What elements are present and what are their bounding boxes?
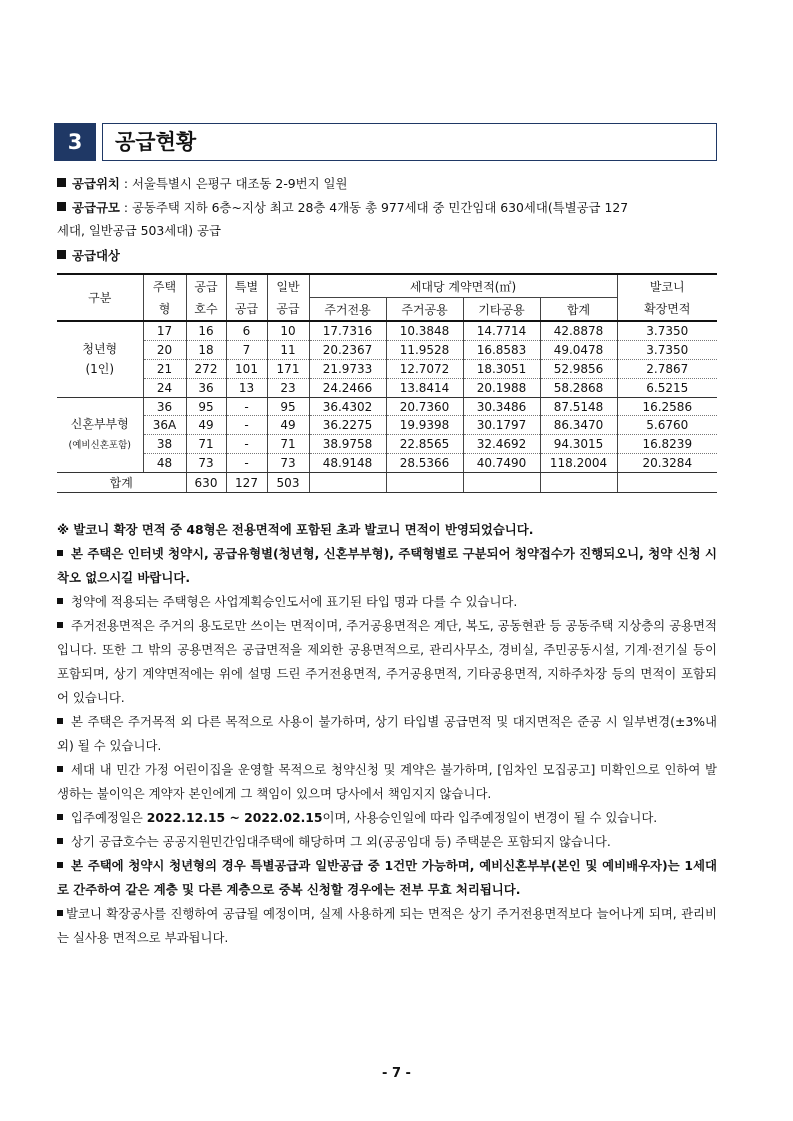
cell-area-exclusive: 17.7316 [309, 321, 386, 340]
cell-area-other: 30.1797 [463, 416, 540, 435]
cell-type: 48 [143, 454, 186, 473]
cell-special: - [226, 454, 267, 473]
bullet-icon [57, 838, 63, 844]
section-number: 3 [54, 123, 96, 161]
cell-area-total: 118.2004 [540, 454, 617, 473]
total-empty [540, 473, 617, 493]
header-area-common: 주거공용 [386, 298, 463, 322]
cell-area-common: 20.7360 [386, 397, 463, 416]
header-general-2: 공급 [267, 298, 309, 322]
cell-area-common: 13.8414 [386, 378, 463, 397]
cell-general: 171 [267, 359, 309, 378]
supply-scale-value-2: 세대, 일반공급 503세대) 공급 [57, 223, 221, 238]
bullet-icon [57, 550, 63, 556]
cell-units: 95 [186, 397, 226, 416]
cell-balcony: 16.2586 [617, 397, 717, 416]
table-row [57, 378, 717, 397]
cell-area-exclusive: 21.9733 [309, 359, 386, 378]
cell-general: 95 [267, 397, 309, 416]
note-area-definition: 주거전용면적은 주거의 용도로만 쓰이는 면적이며, 주거공용면적은 계단, 복도, 공동현관 등 공동주택 지상층의 공용면적입니다. 또한 그 밖의 공용면적은 공급면적을 제외한 공용면적으로, 관리사무소, 경비실, 주민공동시설, 기계·전기실 등이 포함되며, 상기 계약면적에는 위에 설명 드린 주거전용면적, 주거공용면적, 기타공용면적, 지하주차장 등의 면적이 포함되어 있습니다. [57, 618, 717, 705]
cell-balcony: 6.5215 [617, 378, 717, 397]
cell-type: 17 [143, 321, 186, 340]
cell-general: 23 [267, 378, 309, 397]
header-balcony-2: 확장면적 [617, 298, 717, 322]
cell-type: 24 [143, 378, 186, 397]
cell-type: 36A [143, 416, 186, 435]
cell-special: - [226, 397, 267, 416]
group-newlywed-label: 신혼부부형 [70, 416, 129, 431]
cell-area-common: 11.9528 [386, 340, 463, 359]
header-balcony-1: 발코니 [617, 274, 717, 298]
cell-type: 20 [143, 340, 186, 359]
cell-units: 18 [186, 340, 226, 359]
cell-area-exclusive: 36.4302 [309, 397, 386, 416]
total-empty [386, 473, 463, 493]
total-empty [463, 473, 540, 493]
total-label: 합계 [57, 473, 186, 493]
header-gubun: 구분 [57, 274, 143, 321]
header-type-2: 형 [143, 298, 186, 322]
cell-general: 71 [267, 435, 309, 454]
cell-balcony: 2.7867 [617, 359, 717, 378]
group-newlywed [57, 397, 143, 473]
note-balcony-expansion: 발코니 확장공사를 진행하여 공급될 예정이며, 실제 사용하게 되는 면적은 상기 주거전용면적보다 늘어나게 되며, 관리비는 실사용 면적으로 부과됩니다. [57, 906, 717, 945]
cell-area-total: 49.0478 [540, 340, 617, 359]
header-general-1: 일반 [267, 274, 309, 298]
cell-type: 21 [143, 359, 186, 378]
cell-units: 73 [186, 454, 226, 473]
total-empty [617, 473, 717, 493]
cell-units: 36 [186, 378, 226, 397]
cell-area-common: 22.8565 [386, 435, 463, 454]
note-move-in-date: 입주예정일은 2022.12.15 ~ 2022.02.15이며, 사용승인일에 따라 입주예정일이 변경이 될 수 있습니다. [57, 806, 717, 830]
cell-special: - [226, 416, 267, 435]
note-application-type: 본 주택은 인터넷 청약시, 공급유형별(청년형, 신혼부부형), 주택형별로 구분되어 청약접수가 진행되오니, 청약 신청 시 착오 없으시길 바랍니다. [57, 546, 717, 585]
total-general: 503 [267, 473, 309, 493]
table-row [57, 454, 717, 473]
total-special: 127 [226, 473, 267, 493]
supply-scale-value-1: 공동주택 지하 6층~지상 최고 28층 4개동 총 977세대 중 민간임대 630세대(특별공급 127 [131, 200, 629, 215]
cell-general: 49 [267, 416, 309, 435]
cell-balcony: 3.7350 [617, 340, 717, 359]
cell-area-total: 58.2868 [540, 378, 617, 397]
cell-units: 16 [186, 321, 226, 340]
supply-table [57, 273, 717, 493]
cell-units: 71 [186, 435, 226, 454]
cell-area-exclusive: 36.2275 [309, 416, 386, 435]
supply-scale-label: 공급규모 [72, 200, 120, 215]
bullet-icon [57, 622, 63, 628]
cell-area-common: 10.3848 [386, 321, 463, 340]
cell-balcony: 16.8239 [617, 435, 717, 454]
cell-special: 101 [226, 359, 267, 378]
cell-area-common: 19.9398 [386, 416, 463, 435]
cell-general: 73 [267, 454, 309, 473]
cell-area-other: 20.1988 [463, 378, 540, 397]
header-area-total: 합계 [540, 298, 617, 322]
group-newlywed-sub: (예비신혼포함) [68, 439, 131, 451]
cell-area-exclusive: 38.9758 [309, 435, 386, 454]
cell-area-total: 52.9856 [540, 359, 617, 378]
cell-area-other: 32.4692 [463, 435, 540, 454]
page-number: - 7 - [382, 1066, 411, 1081]
header-units-2: 호수 [186, 298, 226, 322]
section-title-box [102, 123, 717, 161]
cell-general: 11 [267, 340, 309, 359]
cell-special: - [226, 435, 267, 454]
cell-general: 10 [267, 321, 309, 340]
cell-area-total: 94.3015 [540, 435, 617, 454]
cell-area-exclusive: 48.9148 [309, 454, 386, 473]
table-row [57, 416, 717, 435]
table-total-row [57, 473, 717, 493]
cell-special: 13 [226, 378, 267, 397]
cell-area-exclusive: 24.2466 [309, 378, 386, 397]
cell-balcony: 3.7350 [617, 321, 717, 340]
bullet-icon [57, 766, 63, 772]
note-balcony-48: ※ 발코니 확장 면적 중 48형은 전용면적에 포함된 초과 발코니 면적이 반영되었습니다. [57, 522, 534, 537]
header-type-1: 주택 [143, 274, 186, 298]
section-title: 공급현황 [115, 130, 197, 154]
cell-balcony: 5.6760 [617, 416, 717, 435]
square-bullet-icon [57, 178, 66, 187]
cell-special: 6 [226, 321, 267, 340]
cell-area-total: 86.3470 [540, 416, 617, 435]
note-duplicate-application: 본 주택에 청약시 청년형의 경우 특별공급과 일반공급 중 1건만 가능하며, 예비신혼부부(본인 및 예비배우자)는 1세대로 간주하여 같은 계층 및 다른 계층으로 중복 신청할 경우에는 전부 무효 처리됩니다. [57, 858, 717, 897]
group-youth-label: 청년형 [82, 342, 118, 357]
cell-area-total: 87.5148 [540, 397, 617, 416]
bullet-icon [57, 598, 63, 604]
bullet-icon [57, 862, 63, 868]
move-in-dates: 2022.12.15 ~ 2022.02.15 [146, 810, 323, 825]
cell-balcony: 20.3284 [617, 454, 717, 473]
note-usage-restriction: 본 주택은 주거목적 외 다른 목적으로 사용이 불가하며, 상기 타입별 공급면적 및 대지면적은 준공 시 일부변경(±3%내외) 될 수 있습니다. [57, 714, 717, 753]
total-units: 630 [186, 473, 226, 493]
cell-area-other: 14.7714 [463, 321, 540, 340]
note-type-name: 청약에 적용되는 주택형은 사업계획승인도서에 표기된 타입 명과 다를 수 있습니다. [57, 590, 717, 614]
table-row [57, 435, 717, 454]
bullet-icon [57, 718, 63, 724]
square-bullet-icon [57, 250, 66, 259]
cell-type: 36 [143, 397, 186, 416]
cell-area-exclusive: 20.2367 [309, 340, 386, 359]
header-units-1: 공급 [186, 274, 226, 298]
note-public-rental: 상기 공급호수는 공공지원민간임대주택에 해당하며 그 외(공공임대 등) 주택분은 포함되지 않습니다. [57, 830, 717, 854]
bullet-icon [57, 910, 63, 916]
cell-units: 49 [186, 416, 226, 435]
table-row [57, 340, 717, 359]
cell-area-other: 40.7490 [463, 454, 540, 473]
notes-section [57, 518, 717, 950]
cell-special: 7 [226, 340, 267, 359]
supply-location-line: 공급위치 : 서울특별시 은평구 대조동 2-9번지 일원 [57, 172, 717, 195]
header-area: 세대당 계약면적(㎡) [309, 274, 617, 298]
supply-target-label: 공급대상 [72, 248, 120, 263]
note-daycare: 세대 내 민간 가정 어린이집을 운영할 목적으로 청약신청 및 계약은 불가하며, [임차인 모집공고] 미확인으로 인하여 발생하는 불이익은 계약자 본인에게 그 책임이 있으며 당사에서 책임지지 않습니다. [57, 762, 717, 801]
cell-area-total: 42.8878 [540, 321, 617, 340]
cell-area-other: 30.3486 [463, 397, 540, 416]
supply-scale-line: 공급규모 : 공동주택 지하 6층~지상 최고 28층 4개동 총 977세대 중 민간임대 630세대(특별공급 127 세대, 일반공급 503세대) 공급 [57, 200, 629, 238]
header-area-other: 기타공용 [463, 298, 540, 322]
total-empty [309, 473, 386, 493]
table-row [57, 321, 717, 340]
table-row [57, 397, 717, 416]
supply-location-value: 서울특별시 은평구 대조동 2-9번지 일원 [131, 176, 348, 191]
table-row [57, 359, 717, 378]
square-bullet-icon [57, 202, 66, 211]
group-youth-sub: (1인) [85, 362, 115, 377]
cell-area-other: 18.3051 [463, 359, 540, 378]
cell-area-common: 28.5366 [386, 454, 463, 473]
cell-units: 272 [186, 359, 226, 378]
cell-area-other: 16.8583 [463, 340, 540, 359]
section-heading [54, 123, 717, 161]
bullet-icon [57, 814, 63, 820]
supply-target-line [57, 244, 717, 267]
header-area-exclusive: 주거전용 [309, 298, 386, 322]
cell-area-common: 12.7072 [386, 359, 463, 378]
header-special-2: 공급 [226, 298, 267, 322]
cell-type: 38 [143, 435, 186, 454]
supply-location-label: 공급위치 [72, 176, 120, 191]
header-special-1: 특별 [226, 274, 267, 298]
group-youth [57, 321, 143, 397]
